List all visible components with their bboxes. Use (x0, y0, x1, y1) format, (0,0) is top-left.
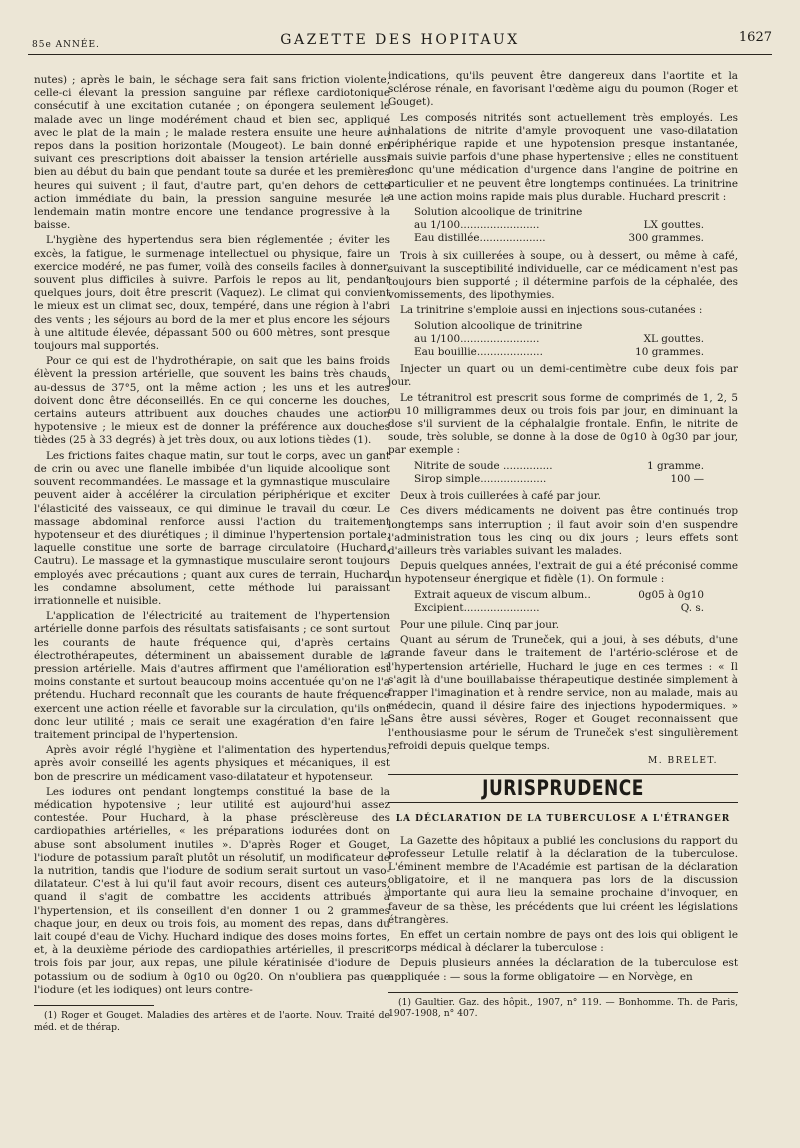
formula-row (414, 206, 738, 219)
footnote-divider (34, 1005, 154, 1006)
footnote-divider (388, 992, 738, 993)
formula-trinitrine-oral (414, 206, 738, 246)
formula-row (414, 232, 738, 245)
paragraph: Les iodures ont pendant longtemps constitué la base de la médication hypotensive ; leur utilité est aujourd'hui assez contestée. Pour Huchard, à la phase présclèreuse des cardiopathies artérielles, « les préparations iodurées dont on abuse sont absolument inutiles ». D'après Roger et Gouget, l'iodure de potassium paraît plutôt un résolutif, un modificateur de la nutrition, tandis que l'iodure de sodium serait surtout un vaso-dilatateur. C'est à lui qu'il faut avoir recours, disent ces auteurs, quand il s'agit de combattre les accidents attribués à l'hypertension, et ils conseillent d'en donner 1 ou 2 grammes chaque jour, en deux ou trois fois, au moment des repas, dans du lait coupé d'eau de Vichy. Huchard indique des doses moins fortes, et, à la deuxième période des cardiopathies artérielles, il prescrit trois fois par jour, aux repas, une pilule kératinisée d'iodure de potassium ou de sodium à 0g10 ou 0g20. On n'oubliera pas que l'iodure (et les iodiques) ont leurs contre- (34, 785, 390, 996)
paragraph: La Gazette des hôpitaux a publié les conclusions du rapport du professeur Letulle relatif à la déclaration de la tuberculose. L'éminent membre de l'Académie est partisan de la déclaration obligatoire, et il ne manquera pas lors de la discussion importante qui aura lieu la semaine prochaine d'invoquer, en faveur de sa thèse, les précédents que lui créent les législations étrangères. (388, 834, 738, 926)
formula-ingredient: Solution alcoolique de trinitrine (414, 319, 583, 332)
formula-dose: XL gouttes. (643, 332, 704, 345)
formula-dose: 0g05 à 0g10 (638, 588, 704, 601)
paragraph: Pour une pilule. Cinq par jour. (400, 618, 560, 631)
formula-dose: 10 grammes. (635, 346, 704, 359)
formula-row (414, 346, 738, 359)
author-signature: M. BRELET. (648, 755, 718, 766)
year-label: 85e ANNÉE. (32, 40, 100, 50)
formula-row (414, 219, 738, 232)
paragraph: La trinitrine s'emploie aussi en injections sous-cutanées : (400, 304, 703, 317)
formula-row (414, 460, 738, 473)
formula-dose: 1 gramme. (647, 459, 704, 472)
formula-ingredient: Sirop simple.................... (414, 472, 547, 485)
paragraph: L'application de l'électricité au traitement de l'hypertension artérielle donne parfois des résultats satisfaisants ; ce sont surtout les courants de haute fréquence qui, d'après certains électrothérapeutes, déterminent un abaissement durable de la pression artérielle. Mais d'autres affirment que l'amélioration est moins constante et surtout beaucoup moins accentuée qu'on ne l'a prétendu. Huchard reconnaît que les courants de haute fréquence exercent une action réelle et favorable sur la circulation, qu'ils ont donc leur utilité ; mais ce serait une exagération d'en faire le traitement principal de l'hypertension. (34, 610, 390, 741)
section-divider (388, 802, 738, 803)
formula-ingredient: Eau bouillie.................... (414, 346, 543, 359)
paragraph: Après avoir réglé l'hygiène et l'alimentation des hypertendus, après avoir conseillé les agents physiques et mécaniques, il est bon de prescrire un médicament vaso-dilatateur et hypotenseur. (34, 744, 390, 783)
formula-dose: 300 grammes. (628, 232, 704, 245)
formula-ingredient: Excipient....................... (414, 601, 540, 614)
paragraph: Les frictions faites chaque matin, sur tout le corps, avec un gant de crin ou avec une flanelle imbibée d'un liquide alcoolique sont souvent recommandées. Le massage et la gymnastique musculaire peuvent aider à accélérer la circulation périphérique et exciter l'élasticité des vaisseaux, ce qui diminue le travail du cœur. Le massage abdominal renforce aussi l'action du traitement hypotenseur et des diurétiques ; il diminue l'hypertension portale, laquelle constitue une sorte de barrage circulatoire (Huchard, Cautru). Le massage et la gymnastique musculaire seront toujours employés avec précautions ; quant aux cures de terrain, Huchard les condamne absolument, cette méthode lui paraissant irrationnelle et nuisible. (34, 449, 390, 607)
formula-ingredient: Nitrite de soude ............... (414, 459, 553, 472)
paragraph: Injecter un quart ou un demi-centimètre cube deux fois par jour. (388, 363, 738, 389)
paragraph: Ces divers médicaments ne doivent pas être continués trop longtemps sans interruption ; il faut avoir soin d'en suspendre l'administration tous les cinq ou dix jours ; leurs effets sont d'ailleurs très variables suivant les malades. (388, 505, 738, 557)
journal-title: GAZETTE DES HOPITAUX (280, 32, 520, 48)
formula-ingredient: Eau distillée.................... (414, 232, 546, 245)
section-divider (388, 774, 738, 775)
formula-row (414, 473, 738, 486)
paragraph: Depuis plusieurs années la déclaration de la tuberculose est appliquée : — sous la forme obligatoire — en Norvège, en (388, 957, 738, 983)
paragraph: Pour ce qui est de l'hydrothérapie, on sait que les bains froids élèvent la pression artérielle, que souvent les bains très chauds, au-dessus de 37°5, ont la même action ; les uns et les autres doivent donc être déconseillés. En ce qui concerne les douches, certains auteurs attribuent aux douches chaudes une action hypotensive ; le mieux est de donner la préférence aux douches tièdes (25 à 33 degrés) à jet très doux, ou aux lotions tièdes (1). (34, 355, 390, 447)
paragraph: Les composés nitrités sont actuellement très employés. Les inhalations de nitrite d'amyle provoquent une vaso-dilatation périphérique rapide et une hypotension presque instantanée, mais suivie parfois d'une phase hypertensive ; elles ne constituent donc qu'une médication d'urgence dans l'angine de poitrine en particulier et ne peuvent être longtemps continuées. La trinitrine a une action moins rapide mais plus durable. Huchard prescrit : (388, 111, 738, 203)
formula-nitrite-soude (414, 460, 738, 486)
formula-ingredient: au 1/100........................ (414, 219, 540, 232)
footnote: (1) Gaultier. Gaz. des hôpit., 1907, n° 119. — Bonhomme. Th. de Paris, 1907-1908, n° 407. (388, 996, 738, 1020)
formula-dose: 100 — (670, 472, 704, 485)
paragraph: En effet un certain nombre de pays ont des lois qui obligent le corps médical à déclarer la tuberculose : (388, 928, 738, 955)
paragraph: indications, qu'ils peuvent être dangereux dans l'aortite et la sclérose rénale, en favorisant l'œdème aigu du poumon (Roger et Gouget). (388, 70, 738, 109)
left-column (34, 74, 390, 1033)
formula-row (414, 602, 738, 615)
right-column (388, 70, 738, 1020)
paragraph: Trois à six cuillerées à soupe, ou à dessert, ou même à café, suivant la susceptibilité individuelle, car ce médicament n'est pas toujours bien supporté ; il détermine parfois de la céphalée, des vomissements, des lipothymies. (388, 249, 738, 302)
formula-ingredient: Extrait aqueux de viscum album.. (414, 588, 591, 601)
paragraph: Quant au sérum de Truneček, qui a joui, à ses débuts, d'une grande faveur dans le traitement de l'artério-sclérose et de l'hypertension artérielle, Huchard le juge en ces termes : « Il s'agit là d'une bouillabaisse thérapeutique destinée simplement à frapper l'imagination et à rendre service, non au malade, mais au médecin, quand il désire faire des injections hypodermiques. » Sans être aussi sévères, Roger et Gouget reconnaissent que l'enthousiasme pour le sérum de Truneček s'est singulièrement refroidi depuis quelque temps. (388, 634, 738, 752)
section-title: JURISPRUDENCE (482, 776, 644, 802)
formula-trinitrine-injection (414, 320, 738, 360)
formula-ingredient: au 1/100........................ (414, 332, 540, 345)
formula-row (414, 589, 738, 602)
formula-row (414, 320, 738, 333)
paragraph: Le tétranitrol est prescrit sous forme de comprimés de 1, 2, 5 ou 10 milligrammes deux ou trois fois par jour, en diminuant la dose s'il survient de la céphalalgie frontale. Enfin, le nitrite de soude, très soluble, se donne à la dose de 0g10 à 0g30 par jour, par exemple : (388, 391, 738, 457)
paragraph: Depuis quelques années, l'extrait de gui a été préconisé comme un hypotenseur énergique et fidèle (1). On formule : (388, 560, 738, 586)
formula-dose: LX gouttes. (643, 219, 704, 232)
paragraph: L'hygiène des hypertendus sera bien réglementée ; éviter les excès, la fatigue, le surmenage intellectuel ou physique, faire un exercice modéré, ne pas fumer, voilà des conseils faciles à donner, souvent plus difficiles à suivre. Parfois le repos au lit, pendant quelques jours, doit être prescrit (Vaquez). Le climat qui convient le mieux est un climat sec, doux, tempéré, dans une région à l'abri des vents ; les séjours au bord de la mer et plus encore les séjours à une altitude élevée, dépassant 500 ou 600 mètres, sont presque toujours mal supportés. (34, 234, 390, 353)
footnote: (1) Roger et Gouget. Maladies des artères et de l'aorte. Nouv. Traité de méd. et de thérap. (34, 1010, 390, 1033)
paragraph: nutes) ; après le bain, le séchage sera fait sans friction violente, celle-ci élevant la pression sanguine par réflexe cardiotonique consécutif à une excitation cutanée ; on épongera seulement le malade avec un linge modérément chaud et bien sec, appliqué avec le plat de la main ; le malade restera ensuite une heure au repos dans la position horizontale (Mougeot). Le bain donné en suivant ces prescriptions doit abaisser la tension artérielle aussi bien au début du bain que pendant toute sa durée et les premières heures qui suivent ; il faut, d'autre part, qu'en dehors de cette action immédiate du bain, la pression sanguine mesurée le lendemain matin montre encore une tendance progressive à la baisse. (34, 74, 390, 232)
page-number: 1627 (738, 30, 772, 45)
paragraph: Deux à trois cuillerées à café par jour. (400, 490, 601, 503)
article-subheading: LA DÉCLARATION DE LA TUBERCULOSE A L'ÉTRANGER (395, 814, 731, 825)
formula-gui (414, 589, 738, 615)
formula-dose: Q. s. (680, 601, 704, 614)
page-header (28, 28, 772, 55)
formula-row (414, 333, 738, 346)
formula-ingredient: Solution alcoolique de trinitrine (414, 206, 583, 219)
